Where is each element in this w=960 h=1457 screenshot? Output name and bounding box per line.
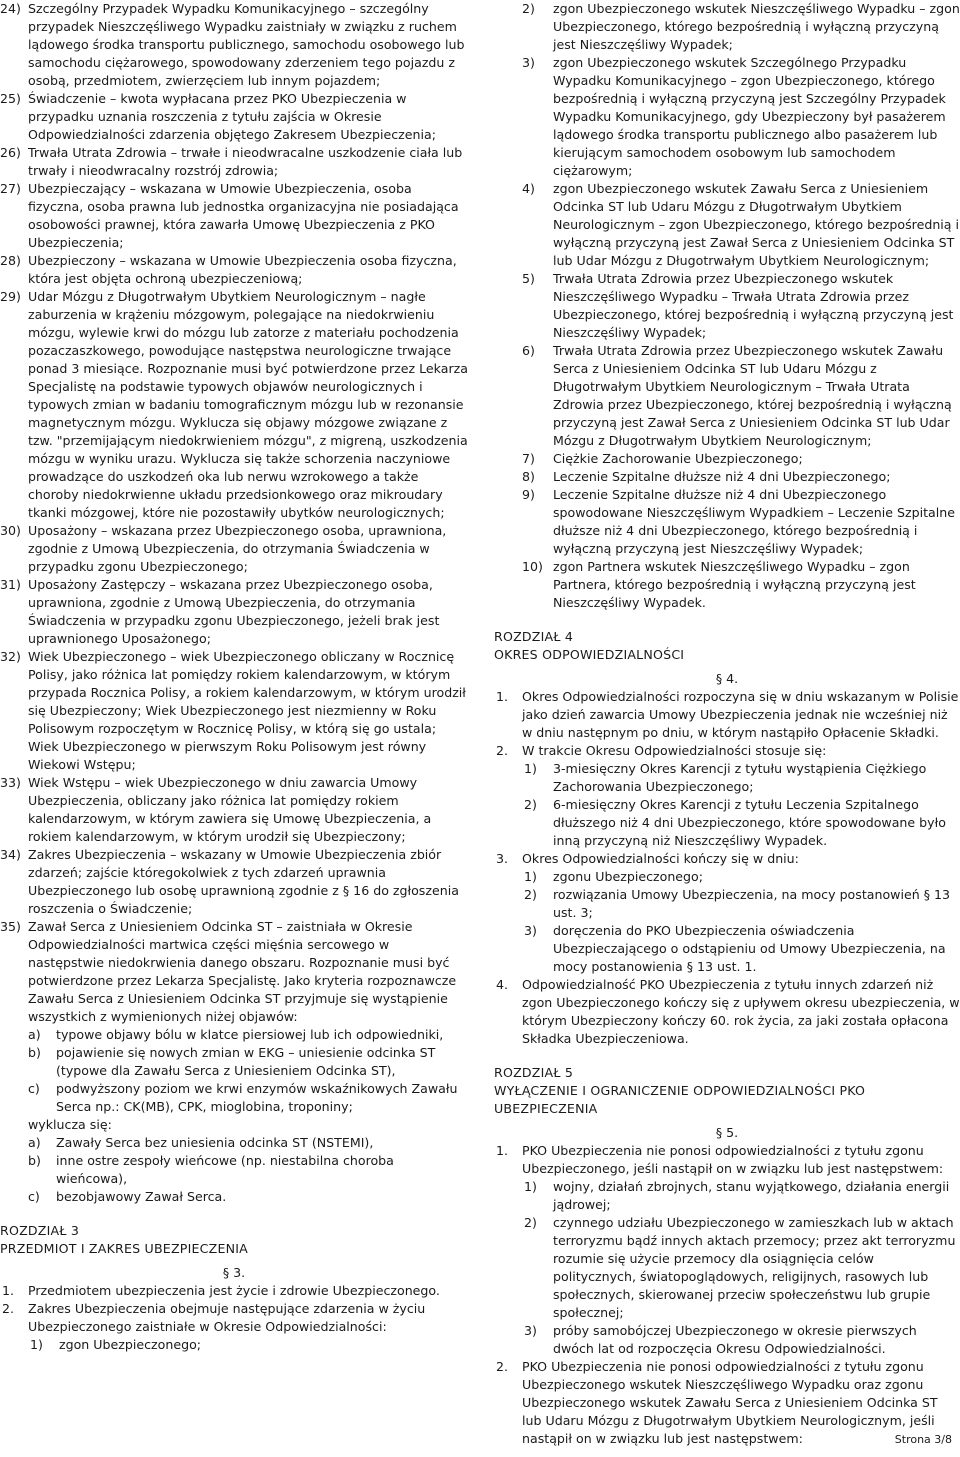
section-5-heading: § 5. — [715, 1125, 739, 1140]
definition-30: 30) Uposażony – wskazana przez Ubezpieczonego osoba, uprawniona, zgodnie z Umową Ubezpieczenia, do otrzymania Świadczenia w przypadku zgonu Ubezpieczonego; — [0, 522, 468, 576]
chapter-5-title: ROZDZIAŁ 5 — [494, 1065, 574, 1080]
paragraph-3-2: 2. Zakres Ubezpieczenia obejmuje następujące zdarzenia w życiu Ubezpieczonego zaistniałe w Okresie Odpowiedzialności: 1) zgon Ubezpieczonego; — [0, 1300, 468, 1354]
definition-25: 25) Świadczenie – kwota wypłacana przez PKO Ubezpieczenia w przypadku uznania roszczenia z tytułu zajścia w Okresie Odpowiedzialności zdarzenia objętego Zakresem Ubezpieczenia; — [0, 90, 468, 144]
criteria-item: c) podwyższony poziom we krwi enzymów wskaźnikowych Zawału Serca np.: CK(MB), CPK, mioglobina, troponiny; — [28, 1081, 458, 1114]
exclusions-label: wyklucza się: — [28, 1117, 112, 1132]
definition-24: 24) Szczególny Przypadek Wypadku Komunikacyjnego – szczególny przypadek Nieszczęśliwego Wypadku zaistniały w związku z ruchem lądowego środka transportu publicznego, samochodu osobowego lub samochodu ciężarowego, spowodowany zderzeniem tego pojazdu z osobą, przedmiotem, zwierzęciem lub innym pojazdem; — [0, 0, 468, 90]
scope-item: 6) Trwała Utrata Zdrowia przez Ubezpieczonego wskutek Zawału Serca z Uniesieniem Odcinka ST lub Udaru Mózgu z Długotrwałym Ubytkiem Neurologicznym – Trwała Utrata Zdrowia przez Ubezpieczonego, której bezpośrednią i wyłączną przyczyną jest Zawał Serca z Uniesieniem Odcinka ST lub Udar Mózgu z Długotrwałym Ubytkiem Neurologicznym; — [522, 343, 952, 448]
definition-text: Ubezpieczający – wskazana w Umowie Ubezpieczenia, osoba fizyczna, osoba prawna lub jednostka organizacyjna nie posiadająca osobowości prawnej, która zawarła Umowę Ubezpieczenia z PKO Ubezpieczenia; — [28, 181, 459, 250]
scope-item: 2) zgon Ubezpieczonego wskutek Nieszczęśliwego Wypadku – zgon Ubezpieczonego, którego bezpośrednią i wyłączną przyczyną jest Nieszczęśliwy Wypadek; — [522, 1, 960, 52]
definition-26: 26) Trwała Utrata Zdrowia – trwałe i nieodwracalne uszkodzenie ciała lub trwały i nieodwracalny rozstrój zdrowia; — [0, 144, 468, 180]
scope-item: 1) zgon Ubezpieczonego; — [30, 1337, 202, 1352]
definition-text: Wiek Ubezpieczonego – wiek Ubezpieczonego obliczany w Rocznicę Polisy, jako różnica lat pomiędzy rokiem kalendarzowym, w którym przypada Rocznica Polisy, a rokiem kalendarzowym, w którym urodził się Ubezpieczony; Wiek Ubezpieczonego jest niezmienny w Roku Polisowym rozpoczętym w Rocznicę Polisy, w którą się go ustala; Wiek Ubezpieczonego w pierwszym Roku Polisowym jest równy Wiekowi Wstępu; — [28, 649, 466, 772]
definition-text: Udar Mózgu z Długotrwałym Ubytkiem Neurologicznym – nagłe zaburzenia w krążeniu mózgowym, polegające na niedokrwieniu mózgu, wylewie krwi do mózgu lub zatorze z materiału pochodzenia pozaczaszkowego, powodujące następstwa neurologiczne trwające ponad 3 miesiące. Rozpoznanie musi być potwierdzone przez Lekarza Specjalistę na podstawie typowych objawów neurologicznych i typowych zmian w badaniu tomograficznym mózgu lub w rezonansie magnetycznym mózgu. Wyklucza się objawy mózgowe związane z tzw. "przemijającym niedokrwieniem mózgu", z migreną, uszkodzenia mózgu w wyniku urazu. Wyklucza się także schorzenia naczyniowe prowadzące do uszkodzeń oka lub nerwu wzrokowego a także choroby niedokrwienne układu przedsionkowego oraz mikroudary tkanki mózgowej, które nie pozostawiły ubytków neurologicznych; — [28, 289, 468, 520]
definition-31: 31) Uposażony Zastępczy – wskazana przez Ubezpieczonego osoba, uprawniona, zgodnie z Umową Ubezpieczenia, do otrzymania Świadczenia w przypadku zgonu Ubezpieczonego, jeżeli brak jest uprawnionego Uposażonego; — [0, 576, 468, 648]
scope-item: 8) Leczenie Szpitalne dłuższe niż 4 dni Ubezpieczonego; — [522, 469, 891, 484]
definition-32: 32) Wiek Ubezpieczonego – wiek Ubezpieczonego obliczany w Rocznicę Polisy, jako różnica lat pomiędzy rokiem kalendarzowym, w którym przypada Rocznica Polisy, a rokiem kalendarzowym, w którym urodził się Ubezpieczony; Wiek Ubezpieczonego jest niezmienny w Roku Polisowym rozpoczętym w Rocznicę Polisy, w którą się go ustala; Wiek Ubezpieczonego w pierwszym Roku Polisowym jest równy Wiekowi Wstępu; — [0, 648, 468, 774]
definition-text: Świadczenie – kwota wypłacana przez PKO Ubezpieczenia w przypadku uznania roszczenia z tytułu zajścia w Okresie Odpowiedzialności zdarzenia objętego Zakresem Ubezpieczenia; — [28, 91, 436, 142]
definition-text: Wiek Wstępu – wiek Ubezpieczonego w dniu zawarcia Umowy Ubezpieczenia, obliczany jako różnica lat pomiędzy rokiem kalendarzowym, w którym zawiera się Umowę Ubezpieczenia, a rokiem kalendarzowym, w którym urodził się Ubezpieczony; — [28, 775, 432, 844]
paragraph-4-4: 4. Odpowiedzialność PKO Ubezpieczenia z tytułu innych zdarzeń niż zgon Ubezpieczonego kończy się z upływem okresu ubezpieczenia, w którym Ubezpieczony kończy 60. rok życia, za jaki została opłacona Składka Ubezpieczeniowa. — [496, 977, 960, 1046]
definition-33: 33) Wiek Wstępu – wiek Ubezpieczonego w dniu zawarcia Umowy Ubezpieczenia, obliczany jako różnica lat pomiędzy rokiem kalendarzowym, w którym zawiera się Umowę Ubezpieczenia, a rokiem kalendarzowym, w którym urodził się Ubezpieczony; — [0, 774, 468, 846]
chapter-4-subtitle: OKRES ODPOWIEDZIALNOŚCI — [494, 647, 685, 662]
criteria-item: a) typowe objawy bólu w klatce piersiowej lub ich odpowiedniki, — [28, 1027, 444, 1042]
end-condition-item: 3) doręczenia do PKO Ubezpieczenia oświadczenia Ubezpieczającego o odstąpieniu od Umowy Ubezpieczenia, na mocy postanowienia § 13 ust. 1. — [524, 923, 946, 974]
chapter-3-subtitle: PRZEDMIOT I ZAKRES UBEZPIECZENIA — [0, 1241, 248, 1256]
scope-item: 4) zgon Ubezpieczonego wskutek Zawału Serca z Uniesieniem Odcinka ST lub Udaru Mózgu z Długotrwałym Ubytkiem Neurologicznym – zgon Ubezpieczonego, którego bezpośrednią i wyłączną przyczyną jest Zawał Serca z Uniesieniem Odcinka ST lub Udar Mózgu z Długotrwałym Ubytkiem Neurologicznym; — [522, 181, 960, 268]
paragraph-4-3: 3. Okres Odpowiedzialności kończy się w dniu: 1) zgonu Ubezpieczonego; 2) rozwiązania Umowy Ubezpieczenia, na mocy postanowień § 13 ust. 3; 3) doręczenia do PKO Ubezpieczenia oświadczenia Ubezpieczającego o odstąpieniu od Umowy Ubezpieczenia, na mocy postanowienia § 13 ust. 1. — [494, 850, 960, 976]
page-number: Strona 3/8 — [894, 1433, 952, 1446]
paragraph-5-1: 1. PKO Ubezpieczenia nie ponosi odpowiedzialności z tytułu zgonu Ubezpieczonego, jeśli nastąpił on w związku lub jest następstwem: 1) wojny, działań zbrojnych, stanu wyjątkowego, działania energii jądrowej; 2) czynnego udziału Ubezpieczonego w zamieszkach lub w aktach terroryzmu bądź innych aktach przemocy; przez akt terroryzmu rozumie się użycie przemocy dla osiągnięcia celów politycznych, światopoglądowych, religijnych, rasowych lub społecznych, skierowanej przeciw społeczeństwu lub grupie społecznej; 3) próby samobójczej Ubezpieczonego w okresie pierwszych dwóch lat od rozpoczęcia Okresu Odpowiedzialności. — [494, 1142, 960, 1358]
definition-28: 28) Ubezpieczony – wskazana w Umowie Ubezpieczenia osoba fizyczna, która jest objęta ochroną ubezpieczeniową; — [0, 252, 468, 288]
definition-29: 29) Udar Mózgu z Długotrwałym Ubytkiem Neurologicznym – nagłe zaburzenia w krążeniu mózgowym, polegające na niedokrwieniu mózgu, wylewie krwi do mózgu lub zatorze z materiału pochodzenia pozaczaszkowego, powodujące następstwa neurologiczne trwające ponad 3 miesiące. Rozpoznanie musi być potwierdzone przez Lekarza Specjalistę na podstawie typowych objawów neurologicznych i typowych zmian w badaniu tomograficznym mózgu lub w rezonansie magnetycznym mózgu. Wyklucza się objawy mózgowe związane z tzw. "przemijającym niedokrwieniem mózgu", z migreną, uszkodzenia mózgu w wyniku urazu. Wyklucza się także schorzenia naczyniowe prowadzące do uszkodzeń oka lub nerwu wzrokowego a także choroby niedokrwienne układu przedsionkowego oraz mikroudary tkanki mózgowej, które nie pozostawiły ubytków neurologicznych; — [0, 289, 468, 520]
paragraph-3-1: 1. Przedmiotem ubezpieczenia jest życie i zdrowie Ubezpieczonego. — [2, 1283, 440, 1298]
definition-text: Uposażony – wskazana przez Ubezpieczonego osoba, uprawniona, zgodnie z Umową Ubezpieczenia, do otrzymania Świadczenia w przypadku zgonu Ubezpieczonego; — [28, 523, 447, 574]
exclusion-item: b) inne ostre zespoły wieńcowe (np. niestabilna choroba wieńcowa), — [28, 1153, 394, 1186]
scope-item: 7) Ciężkie Zachorowanie Ubezpieczonego; — [522, 451, 803, 466]
grace-period-item: 2) 6-miesięczny Okres Karencji z tytułu Leczenia Szpitalnego dłuższego niż 4 dni Ubezpieczonego, które spowodowane było inną przyczyną niż Nieszczęśliwy Wypadek. — [524, 797, 946, 848]
definitions-list — [0, 0, 468, 1206]
definition-text: Szczególny Przypadek Wypadku Komunikacyjnego – szczególny przypadek Nieszczęśliwego Wypadku zaistniały w związku z ruchem lądowego środka transportu publicznego, samochodu osobowego lub samochodu ciężarowego, spowodowany zderzeniem tego pojazdu z osobą, przedmiotem, zwierzęciem lub innym pojazdem; — [28, 1, 465, 88]
exclusion-cause-item: 2) czynnego udziału Ubezpieczonego w zamieszkach lub w aktach terroryzmu bądź innych aktach przemocy; przez akt terroryzmu rozumie się użycie przemocy dla osiągnięcia celów politycznych, światopoglądowych, religijnych, rasowych lub społecznych, skierowanej przeciw społeczeństwu lub grupie społecznej; — [524, 1215, 956, 1320]
grace-period-item: 1) 3-miesięczny Okres Karencji z tytułu wystąpienia Ciężkiego Zachorowania Ubezpieczonego; — [524, 761, 927, 794]
scope-item: 10) zgon Partnera wskutek Nieszczęśliwego Wypadku – zgon Partnera, którego bezpośrednią i wyłączną przyczyną jest Nieszczęśliwy Wypadek. — [522, 559, 916, 610]
definition-27: 27) Ubezpieczający – wskazana w Umowie Ubezpieczenia, osoba fizyczna, osoba prawna lub jednostka organizacyjna nie posiadająca osobowości prawnej, która zawarła Umowę Ubezpieczenia z PKO Ubezpieczenia; — [0, 180, 468, 252]
left-column — [0, 0, 468, 1354]
definition-35: 35) Zawał Serca z Uniesieniem Odcinka ST – zaistniała w Okresie Odpowiedzialności martwica części mięśnia sercowego w następstwie niedokrwienia danego obszaru. Rozpoznanie musi być potwierdzone przez Lekarza Specjalistę. Jako kryteria rozpoznawcze Zawału Serca z Uniesieniem Odcinka ST przyjmuje się wystąpienie wszystkich z wymienionych niżej objawów: a) typowe objawy bólu w klatce piersiowej lub ich odpowiedniki, b) pojawienie się nowych zmian w EKG – uniesienie odcinka ST (typowe dla Zawału Serca z Uniesieniem Odcinka ST), c) podwyższony poziom we krwi enzymów wskaźnikowych Zawału Serca np.: CK(MB), CPK, mioglobina, troponiny; wyklucza się: a) Zawały Serca bez uniesienia odcinka ST (NSTEMI), b) inne ostre zespoły wieńcowe (np. niestabilna choroba wieńcowa), c) bezobjawowy Zawał Serca. — [0, 918, 468, 1206]
chapter-4-title: ROZDZIAŁ 4 — [494, 629, 574, 644]
chapter-5-subtitle: WYŁĄCZENIE I OGRANICZENIE ODPOWIEDZIALNOŚCI PKO UBEZPIECZENIA — [494, 1083, 866, 1116]
chapter-3-title: ROZDZIAŁ 3 — [0, 1223, 80, 1238]
exclusion-cause-item: 3) próby samobójczej Ubezpieczonego w okresie pierwszych dwóch lat od rozpoczęcia Okresu Odpowiedzialności. — [524, 1323, 917, 1356]
paragraph-5-2: 2. PKO Ubezpieczenia nie ponosi odpowiedzialności z tytułu zgonu Ubezpieczonego wskutek Nieszczęśliwego Wypadku oraz zgonu Ubezpieczonego wskutek Zawału Serca z Uniesieniem Odcinka ST lub Udaru Mózgu z Długotrwałym Ubytkiem Neurologicznym, jeśli nastąpił on w związku lub jest następstwem: — [496, 1359, 938, 1446]
right-column — [494, 0, 960, 1448]
section-3-heading: § 3. — [222, 1265, 246, 1280]
end-condition-item: 1) zgonu Ubezpieczonego; — [524, 869, 703, 884]
paragraph-4-1: 1. Okres Odpowiedzialności rozpoczyna się w dniu wskazanym w Polisie jako dzień zawarcia Umowy Ubezpieczenia jednak nie wcześniej niż w dniu następnym po dniu, w którym nastąpiło Opłacenie Składki. — [496, 689, 959, 740]
scope-item: 9) Leczenie Szpitalne dłuższe niż 4 dni Ubezpieczonego spowodowane Nieszczęśliwym Wypadkiem – Leczenie Szpitalne dłuższe niż 4 dni Ubezpieczonego, którego bezpośrednią i wyłączną przyczyną jest Nieszczęśliwy Wypadek; — [522, 487, 955, 556]
scope-item: 3) zgon Ubezpieczonego wskutek Szczególnego Przypadku Wypadku Komunikacyjnego – zgon Ubezpieczonego, którego bezpośrednią i wyłączną przyczyną jest Szczególny Przypadek Wypadku Komunikacyjnego, gdy Ubezpieczony był pasażerem lądowego środka transportu publicznego albo pasażerem lub kierującym samochodem osobowym lub samochodem ciężarowym; — [522, 55, 946, 178]
definition-34: 34) Zakres Ubezpieczenia – wskazany w Umowie Ubezpieczenia zbiór zdarzeń; zajście któregokolwiek z tych zdarzeń uprawnia Ubezpieczonego lub osobę uprawnioną zgodnie z § 16 do zgłoszenia roszczenia o Świadczenie; — [0, 846, 468, 918]
section-4-heading: § 4. — [715, 671, 739, 686]
exclusion-item: a) Zawały Serca bez uniesienia odcinka ST (NSTEMI), — [28, 1135, 374, 1150]
definition-text: Trwała Utrata Zdrowia – trwałe i nieodwracalne uszkodzenie ciała lub trwały i nieodwracalny rozstrój zdrowia; — [28, 145, 463, 178]
paragraph-4-2: 2. W trakcie Okresu Odpowiedzialności stosuje się: 1) 3-miesięczny Okres Karencji z tytułu wystąpienia Ciężkiego Zachorowania Ubezpieczonego; 2) 6-miesięczny Okres Karencji z tytułu Leczenia Szpitalnego dłuższego niż 4 dni Ubezpieczonego, które spowodowane było inną przyczyną niż Nieszczęśliwy Wypadek. — [494, 742, 960, 850]
criteria-item: b) pojawienie się nowych zmian w EKG – uniesienie odcinka ST (typowe dla Zawału Serca z Uniesieniem Odcinka ST), — [28, 1045, 436, 1078]
definition-text: Ubezpieczony – wskazana w Umowie Ubezpieczenia osoba fizyczna, która jest objęta ochroną ubezpieczeniową; — [28, 253, 457, 286]
definition-text: Zakres Ubezpieczenia – wskazany w Umowie Ubezpieczenia zbiór zdarzeń; zajście któregokolwiek z tych zdarzeń uprawnia Ubezpieczonego lub osobę uprawnioną zgodnie z § 16 do zgłoszenia roszczenia o Świadczenie; — [28, 847, 459, 916]
definition-text: Zawał Serca z Uniesieniem Odcinka ST – zaistniała w Okresie Odpowiedzialności martwica części mięśnia sercowego w następstwie niedokrwienia danego obszaru. Rozpoznanie musi być potwierdzone przez Lekarza Specjalistę. Jako kryteria rozpoznawcze Zawału Serca z Uniesieniem Odcinka ST przyjmuje się wystąpienie wszystkich z wymienionych niżej objawów: — [28, 919, 457, 1024]
exclusion-cause-item: 1) wojny, działań zbrojnych, stanu wyjątkowego, działania energii jądrowej; — [524, 1179, 950, 1212]
end-condition-item: 2) rozwiązania Umowy Ubezpieczenia, na mocy postanowień § 13 ust. 3; — [524, 887, 951, 920]
scope-item: 5) Trwała Utrata Zdrowia przez Ubezpieczonego wskutek Nieszczęśliwego Wypadku – Trwała Utrata Zdrowia przez Ubezpieczonego, której bezpośrednią i wyłączną przyczyną jest Nieszczęśliwy Wypadek; — [522, 271, 954, 340]
exclusion-item: c) bezobjawowy Zawał Serca. — [28, 1189, 227, 1204]
definition-text: Uposażony Zastępczy – wskazana przez Ubezpieczonego osoba, uprawniona, zgodnie z Umową Ubezpieczenia, do otrzymania Świadczenia w przypadku zgonu Ubezpieczonego, jeżeli brak jest uprawnionego Uposażonego; — [28, 577, 440, 646]
